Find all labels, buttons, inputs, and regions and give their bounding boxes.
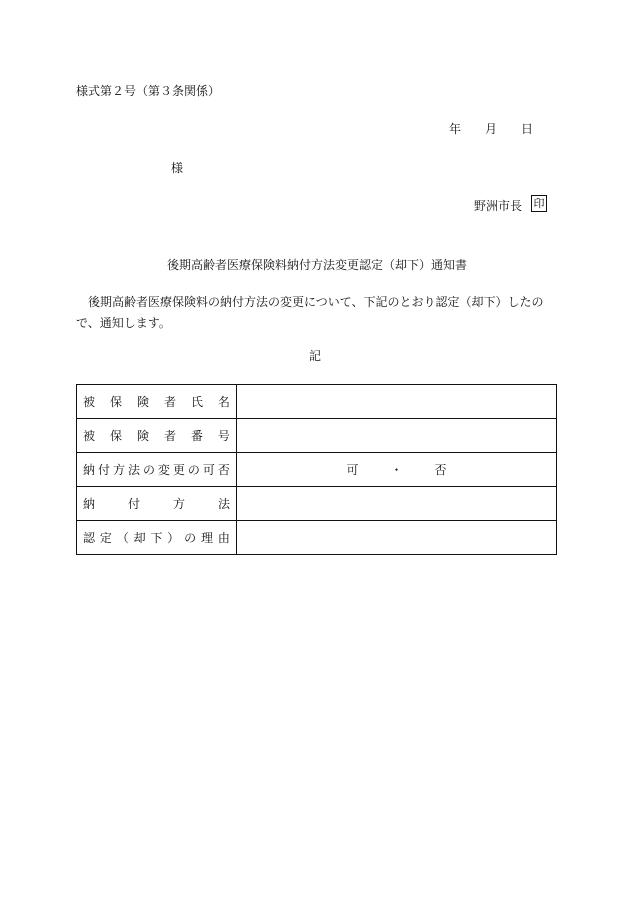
label-char: 名 <box>217 395 230 409</box>
label-char: 可 <box>202 463 215 477</box>
label-char: 保 <box>109 395 122 409</box>
label-char: 方 <box>112 463 125 477</box>
table-row <box>77 521 557 555</box>
label-char: 納 <box>83 463 96 477</box>
row-label <box>83 529 230 546</box>
label-char: 険 <box>136 429 149 443</box>
label-char: 定 <box>99 531 112 545</box>
row-label-cell <box>77 453 237 487</box>
label-char: 被 <box>83 395 96 409</box>
label-char: 付 <box>97 463 110 477</box>
row-label <box>83 393 230 410</box>
addressee-suffix: 様 <box>171 161 184 175</box>
label-char: 被 <box>83 429 96 443</box>
body-text: 後期高齢者医療保険料の納付方法の変更について、下記のとおり認定（却下）したので、通知します。 <box>76 295 544 330</box>
label-char: 却 <box>133 531 146 545</box>
label-char: 由 <box>217 531 230 545</box>
label-char: 下 <box>150 531 163 545</box>
date-year-label: 年 <box>449 122 462 136</box>
label-char: 険 <box>136 395 149 409</box>
label-char: 更 <box>172 463 185 477</box>
choice-separator: ・ <box>390 463 403 477</box>
label-char: 変 <box>157 463 170 477</box>
label-char: ） <box>167 531 180 545</box>
reason-cell[interactable] <box>237 521 557 555</box>
issuer-name: 野洲市長 <box>474 199 523 213</box>
label-char: 認 <box>83 531 96 545</box>
form-number: 様式第２号（第３条関係） <box>76 84 221 98</box>
row-label-cell <box>77 419 237 453</box>
approval-choice-cell[interactable] <box>237 453 557 487</box>
date-day-label: 日 <box>521 122 534 136</box>
insured-name-cell[interactable] <box>237 385 557 419</box>
detail-table <box>76 384 557 555</box>
label-char: 番 <box>190 429 203 443</box>
label-char: 者 <box>163 395 176 409</box>
row-label-cell <box>77 385 237 419</box>
label-char: 氏 <box>190 395 203 409</box>
label-char: 方 <box>172 497 185 511</box>
label-char: （ <box>116 531 129 545</box>
insured-number-cell[interactable] <box>237 419 557 453</box>
date-line <box>449 123 533 135</box>
table-row <box>77 419 557 453</box>
label-char: 法 <box>217 497 230 511</box>
table-row <box>77 453 557 487</box>
choice-yes[interactable]: 可 <box>346 463 359 477</box>
ki-heading: 記 <box>309 349 322 363</box>
table-row <box>77 385 557 419</box>
label-char: 否 <box>217 463 230 477</box>
row-label <box>83 495 230 512</box>
row-label-cell <box>77 487 237 521</box>
label-char: 納 <box>83 497 96 511</box>
date-month-label: 月 <box>485 122 498 136</box>
row-label <box>83 461 230 478</box>
document-title: 後期高齢者医療保険料納付方法変更認定（却下）通知書 <box>167 258 468 272</box>
label-char: の <box>142 463 155 477</box>
row-label <box>83 427 230 444</box>
label-char: 保 <box>109 429 122 443</box>
label-char: 付 <box>127 497 140 511</box>
label-char: の <box>187 463 200 477</box>
label-char: 法 <box>127 463 140 477</box>
row-label-cell <box>77 521 237 555</box>
label-char: 理 <box>201 531 214 545</box>
choice-no[interactable]: 否 <box>434 463 447 477</box>
label-char: の <box>184 531 197 545</box>
seal-stamp: 印 <box>531 195 547 212</box>
label-char: 者 <box>163 429 176 443</box>
table-row <box>77 487 557 521</box>
label-char: 号 <box>217 429 230 443</box>
payment-method-cell[interactable] <box>237 487 557 521</box>
